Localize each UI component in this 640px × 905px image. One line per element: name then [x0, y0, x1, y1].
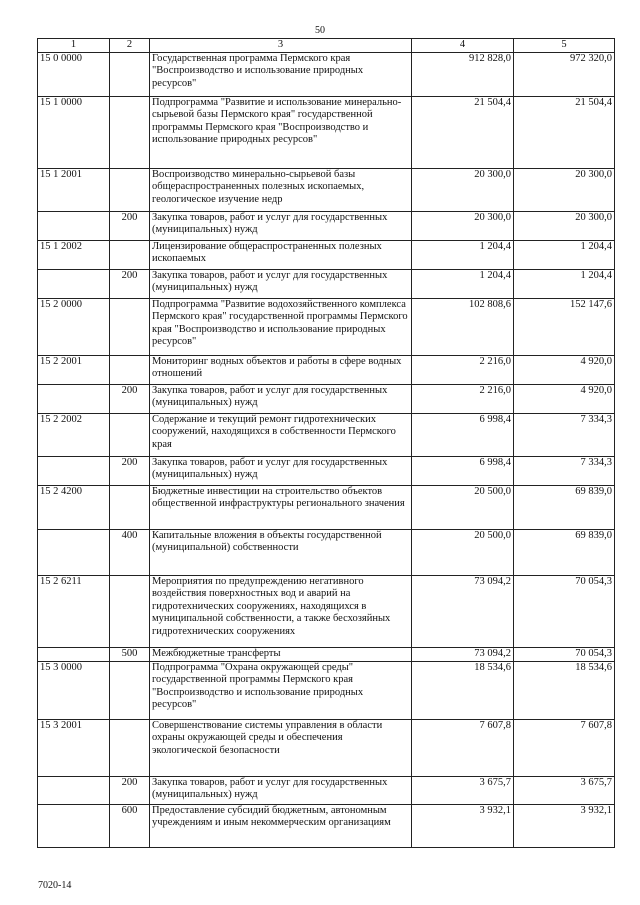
column-header: 3	[150, 39, 412, 53]
amount-year2-cell: 152 147,6	[514, 298, 615, 355]
table-row	[38, 804, 615, 847]
amount-year2-cell: 3 675,7	[514, 776, 615, 804]
classification-code-cell: 15 1 2001	[38, 168, 110, 211]
classification-code-cell	[38, 456, 110, 485]
amount-year2-cell: 18 534,6	[514, 661, 615, 719]
classification-code-cell	[38, 384, 110, 413]
column-header: 2	[110, 39, 150, 53]
table-row	[38, 719, 615, 776]
amount-year2-cell: 3 932,1	[514, 804, 615, 847]
amount-year2-cell: 7 607,8	[514, 719, 615, 776]
amount-year1-cell: 73 094,2	[412, 575, 514, 647]
expense-type-cell: 200	[110, 456, 150, 485]
item-name-cell: Предоставление субсидий бюджетным, автономным учреждениям и иным некоммерческим организациям	[150, 804, 412, 847]
expense-type-cell: 400	[110, 529, 150, 575]
amount-year1-cell: 20 300,0	[412, 211, 514, 240]
table-row	[38, 485, 615, 529]
item-name-cell: Совершенствование системы управления в области охраны окружающей среды и обеспечения экологической безопасности	[150, 719, 412, 776]
item-name-cell: Мероприятия по предупреждению негативного воздействия поверхностных вод и аварий на гидротехнических сооружениях, находящихся в муниципальной собственности, а также бесхозяйных гидротехнических сооружениях	[150, 575, 412, 647]
expense-type-cell	[110, 719, 150, 776]
budget-table	[37, 38, 615, 848]
table-row	[38, 647, 615, 661]
classification-code-cell	[38, 269, 110, 298]
table-row	[38, 575, 615, 647]
classification-code-cell: 15 2 0000	[38, 298, 110, 355]
expense-type-cell	[110, 52, 150, 96]
amount-year2-cell: 4 920,0	[514, 384, 615, 413]
expense-type-cell	[110, 485, 150, 529]
item-name-cell: Закупка товаров, работ и услуг для государственных (муниципальных) нужд	[150, 776, 412, 804]
classification-code-cell: 15 2 6211	[38, 575, 110, 647]
expense-type-cell	[110, 575, 150, 647]
expense-type-cell	[110, 168, 150, 211]
expense-type-cell: 600	[110, 804, 150, 847]
amount-year1-cell: 912 828,0	[412, 52, 514, 96]
item-name-cell: Капитальные вложения в объекты государственной (муниципальной) собственности	[150, 529, 412, 575]
amount-year2-cell: 20 300,0	[514, 168, 615, 211]
expense-type-cell: 500	[110, 647, 150, 661]
classification-code-cell: 15 3 2001	[38, 719, 110, 776]
amount-year2-cell: 20 300,0	[514, 211, 615, 240]
classification-code-cell: 15 2 2001	[38, 355, 110, 384]
amount-year2-cell: 7 334,3	[514, 413, 615, 456]
amount-year2-cell: 69 839,0	[514, 529, 615, 575]
amount-year1-cell: 20 500,0	[412, 529, 514, 575]
classification-code-cell	[38, 647, 110, 661]
item-name-cell: Мониторинг водных объектов и работы в сфере водных отношений	[150, 355, 412, 384]
table-row	[38, 456, 615, 485]
item-name-cell: Лицензирование общераспространенных полезных ископаемых	[150, 240, 412, 269]
amount-year1-cell: 3 932,1	[412, 804, 514, 847]
classification-code-cell	[38, 776, 110, 804]
amount-year1-cell: 1 204,4	[412, 240, 514, 269]
item-name-cell: Воспроизводство минерально-сырьевой базы общераспространенных полезных ископаемых, геологическое изучение недр	[150, 168, 412, 211]
item-name-cell: Закупка товаров, работ и услуг для государственных (муниципальных) нужд	[150, 269, 412, 298]
classification-code-cell: 15 2 4200	[38, 485, 110, 529]
amount-year1-cell: 21 504,4	[412, 96, 514, 168]
amount-year1-cell: 20 300,0	[412, 168, 514, 211]
column-header: 4	[412, 39, 514, 53]
item-name-cell: Закупка товаров, работ и услуг для государственных (муниципальных) нужд	[150, 456, 412, 485]
expense-type-cell	[110, 661, 150, 719]
amount-year1-cell: 6 998,4	[412, 413, 514, 456]
table-row	[38, 661, 615, 719]
amount-year2-cell: 972 320,0	[514, 52, 615, 96]
amount-year1-cell: 102 808,6	[412, 298, 514, 355]
amount-year1-cell: 73 094,2	[412, 647, 514, 661]
table-row	[38, 211, 615, 240]
expense-type-cell: 200	[110, 211, 150, 240]
expense-type-cell: 200	[110, 384, 150, 413]
table-row	[38, 529, 615, 575]
amount-year2-cell: 1 204,4	[514, 269, 615, 298]
table-row	[38, 240, 615, 269]
amount-year1-cell: 6 998,4	[412, 456, 514, 485]
table-row	[38, 269, 615, 298]
item-name-cell: Подпрограмма "Развитие и использование минерально-сырьевой базы Пермского края" государственной программы Пермского края "Воспроизводство и использование природных ресурсов"	[150, 96, 412, 168]
item-name-cell: Содержание и текущий ремонт гидротехнических сооружений, находящихся в собственности Пермского края	[150, 413, 412, 456]
classification-code-cell: 15 0 0000	[38, 52, 110, 96]
table-row	[38, 298, 615, 355]
expense-type-cell: 200	[110, 776, 150, 804]
amount-year1-cell: 3 675,7	[412, 776, 514, 804]
classification-code-cell	[38, 804, 110, 847]
page-number: 50	[315, 25, 325, 36]
amount-year1-cell: 2 216,0	[412, 384, 514, 413]
footer-code: 7020-14	[38, 880, 72, 891]
table-row	[38, 52, 615, 96]
amount-year1-cell: 7 607,8	[412, 719, 514, 776]
amount-year1-cell: 2 216,0	[412, 355, 514, 384]
item-name-cell: Закупка товаров, работ и услуг для государственных (муниципальных) нужд	[150, 384, 412, 413]
classification-code-cell: 15 1 0000	[38, 96, 110, 168]
table-row	[38, 384, 615, 413]
table-header-row	[38, 39, 615, 53]
table-row	[38, 355, 615, 384]
expense-type-cell	[110, 96, 150, 168]
item-name-cell: Подпрограмма "Развитие водохозяйственного комплекса Пермского края" государственной программы Пермского края "Воспроизводство и использование природных ресурсов"	[150, 298, 412, 355]
amount-year2-cell: 1 204,4	[514, 240, 615, 269]
amount-year2-cell: 70 054,3	[514, 575, 615, 647]
amount-year1-cell: 1 204,4	[412, 269, 514, 298]
table-row	[38, 96, 615, 168]
item-name-cell: Межбюджетные трансферты	[150, 647, 412, 661]
table-row	[38, 776, 615, 804]
classification-code-cell: 15 3 0000	[38, 661, 110, 719]
expense-type-cell	[110, 413, 150, 456]
item-name-cell: Подпрограмма "Охрана окружающей среды" государственной программы Пермского края "Воспроизводство и использование природных ресурсов"	[150, 661, 412, 719]
amount-year2-cell: 7 334,3	[514, 456, 615, 485]
classification-code-cell	[38, 529, 110, 575]
amount-year1-cell: 18 534,6	[412, 661, 514, 719]
amount-year2-cell: 21 504,4	[514, 96, 615, 168]
amount-year2-cell: 70 054,3	[514, 647, 615, 661]
item-name-cell: Государственная программа Пермского края "Воспроизводство и использование природных ресурсов"	[150, 52, 412, 96]
amount-year1-cell: 20 500,0	[412, 485, 514, 529]
table-row	[38, 168, 615, 211]
column-header: 5	[514, 39, 615, 53]
table-body	[38, 52, 615, 847]
column-header: 1	[38, 39, 110, 53]
amount-year2-cell: 4 920,0	[514, 355, 615, 384]
expense-type-cell	[110, 355, 150, 384]
classification-code-cell: 15 2 2002	[38, 413, 110, 456]
item-name-cell: Бюджетные инвестиции на строительство объектов общественной инфраструктуры регионального значения	[150, 485, 412, 529]
item-name-cell: Закупка товаров, работ и услуг для государственных (муниципальных) нужд	[150, 211, 412, 240]
classification-code-cell: 15 1 2002	[38, 240, 110, 269]
amount-year2-cell: 69 839,0	[514, 485, 615, 529]
expense-type-cell: 200	[110, 269, 150, 298]
expense-type-cell	[110, 298, 150, 355]
table-row	[38, 413, 615, 456]
expense-type-cell	[110, 240, 150, 269]
classification-code-cell	[38, 211, 110, 240]
